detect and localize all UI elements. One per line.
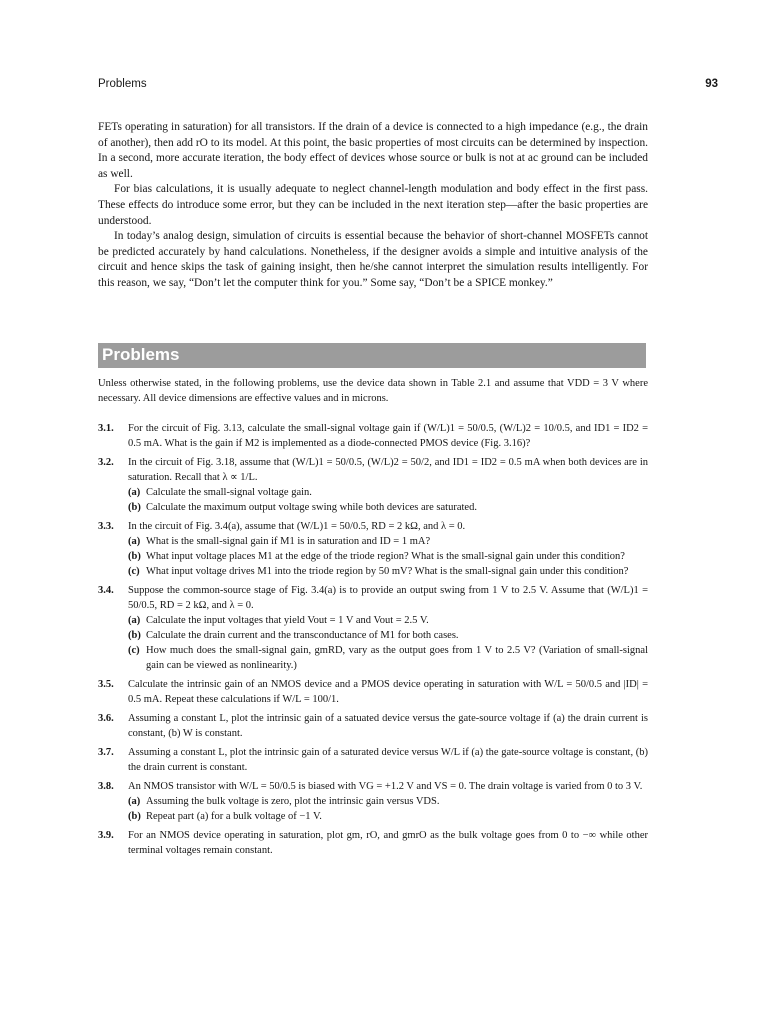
problem-list <box>98 421 648 862</box>
subpart-label: (c) <box>128 566 140 577</box>
subpart-label: (a) <box>128 487 141 498</box>
intro-paragraph: For bias calculations, it is usually adequate to neglect channel-length modulation and body effect in the first pass. These effects do introduce some error, but they can be included in the next iteration step—after the basic properties are understood. <box>98 183 648 227</box>
subpart-text: Calculate the drain current and the transconductance of M1 for both cases. <box>146 630 459 641</box>
subpart-label: (a) <box>128 615 141 626</box>
problem-item <box>98 779 648 824</box>
problem-text: Assuming a constant L, plot the intrinsic gain of a saturated device versus W/L if (a) the gate-source voltage is constant, (b) the drain current is constant. <box>128 747 648 773</box>
subpart-text: Calculate the maximum output voltage swing while both devices are saturated. <box>146 502 477 513</box>
problem-number: 3.6. <box>98 713 114 724</box>
problem-item <box>98 828 648 858</box>
problem-text: An NMOS transistor with W/L = 50/0.5 is biased with VG = +1.2 V and VS = 0. The drain voltage is varied from 0 to 3 V. <box>128 781 643 792</box>
subpart-label: (a) <box>128 536 141 547</box>
subpart-text: What input voltage places M1 at the edge of the triode region? What is the small-signal gain under this condition? <box>146 551 625 562</box>
problems-preamble <box>98 376 648 406</box>
problem-item <box>98 583 648 673</box>
problem-text: Assuming a constant L, plot the intrinsic gain of a satuated device versus the gate-source voltage if (a) the drain current is constant, (b) W is constant. <box>128 713 648 739</box>
section-title: Problems <box>102 345 180 364</box>
subpart-text: How much does the small-signal gain, gmRD, vary as the output goes from 1 V to 2.5 V? (Variation of small-signal gain can be viewed as nonlinearity.) <box>146 645 648 671</box>
subpart-text: Repeat part (a) for a bulk voltage of −1 V. <box>146 811 322 822</box>
preamble-text: Unless otherwise stated, in the following problems, use the device data shown in Table 2.1 and assume that VDD = 3 V where necessary. All device dimensions are effective values and in microns. <box>98 378 648 404</box>
problem-subpart <box>128 809 648 824</box>
problem-subpart <box>128 500 648 515</box>
problem-subpart <box>128 534 648 549</box>
problem-number: 3.2. <box>98 457 114 468</box>
subpart-label: (c) <box>128 645 140 656</box>
subpart-text: Calculate the small-signal voltage gain. <box>146 487 312 498</box>
problem-subpart <box>128 549 648 564</box>
subpart-label: (b) <box>128 811 141 822</box>
problem-number: 3.1. <box>98 423 114 434</box>
problem-text: For an NMOS device operating in saturation, plot gm, rO, and gmrO as the bulk voltage goes from 0 to −∞ while other terminal voltages remain constant. <box>128 830 648 856</box>
subpart-text: Assuming the bulk voltage is zero, plot the intrinsic gain versus VDS. <box>146 796 440 807</box>
subpart-label: (b) <box>128 551 141 562</box>
subpart-label: (a) <box>128 796 141 807</box>
intro-text <box>98 120 648 292</box>
running-head <box>98 78 718 94</box>
subpart-label: (b) <box>128 502 141 513</box>
problem-item <box>98 677 648 707</box>
problem-text: In the circuit of Fig. 3.4(a), assume that (W/L)1 = 50/0.5, RD = 2 kΩ, and λ = 0. <box>128 521 466 532</box>
page-number: 93 <box>705 78 718 90</box>
problem-number: 3.9. <box>98 830 114 841</box>
problem-item <box>98 455 648 515</box>
problem-item <box>98 421 648 451</box>
problem-item <box>98 519 648 579</box>
problem-item <box>98 711 648 741</box>
problem-subpart <box>128 628 648 643</box>
problem-subpart <box>128 613 648 628</box>
subpart-text: What is the small-signal gain if M1 is in saturation and ID = 1 mA? <box>146 536 431 547</box>
subpart-text: What input voltage drives M1 into the triode region by 50 mV? What is the small-signal gain under this condition? <box>146 566 629 577</box>
problem-text: For the circuit of Fig. 3.13, calculate the small-signal voltage gain if (W/L)1 = 50/0.5, (W/L)2 = 10/0.5, and ID1 = ID2 = 0.5 mA. What is the gain if M2 is implemented as a diode-connected PMOS device (Fig. 3.16)? <box>128 423 648 449</box>
problem-number: 3.7. <box>98 747 114 758</box>
subpart-label: (b) <box>128 630 141 641</box>
problem-number: 3.5. <box>98 679 114 690</box>
problem-subpart <box>128 564 648 579</box>
problem-number: 3.8. <box>98 781 114 792</box>
problem-text: Calculate the intrinsic gain of an NMOS device and a PMOS device operating in saturation with W/L = 50/0.5 and |ID| = 0.5 mA. Repeat these calculations if W/L = 100/1. <box>128 679 648 705</box>
subpart-text: Calculate the input voltages that yield Vout = 1 V and Vout = 2.5 V. <box>146 615 429 626</box>
problem-item <box>98 745 648 775</box>
problem-text: In the circuit of Fig. 3.18, assume that (W/L)1 = 50/0.5, (W/L)2 = 50/2, and ID1 = ID2 = 0.5 mA when both devices are in saturation. Recall that λ ∝ 1/L. <box>128 457 648 483</box>
problem-subpart <box>128 485 648 500</box>
running-head-title: Problems <box>98 78 147 90</box>
intro-paragraph: In today’s analog design, simulation of circuits is essential because the behavior of short-channel MOSFETs cannot be predicted accurately by hand calculations. Nonetheless, if the designer avoids a simple and intuitive analysis of the circuit and hence skips the task of gaining insight, then he/she cannot interpret the simulation results intelligently. For this reason, we say, “Don’t let the computer think for you.” Some say, “Don’t be a SPICE monkey.” <box>98 230 648 289</box>
problem-text: Suppose the common-source stage of Fig. 3.4(a) is to provide an output swing from 1 V to 2.5 V. Assume that (W/L)1 = 50/0.5, RD = 2 kΩ, and λ = 0. <box>128 585 648 611</box>
problem-number: 3.3. <box>98 521 114 532</box>
problem-number: 3.4. <box>98 585 114 596</box>
section-heading-bar <box>98 343 646 368</box>
problem-subpart <box>128 643 648 673</box>
problem-subpart <box>128 794 648 809</box>
intro-paragraph: FETs operating in saturation) for all transistors. If the drain of a device is connected to a high impedance (e.g., the drain of another), then add rO to its model. At this point, the basic properties of most circuits can be determined by inspection. In a second, more accurate iteration, the body effect of devices whose source or bulk is not at ac ground can be included as well. <box>98 121 648 180</box>
